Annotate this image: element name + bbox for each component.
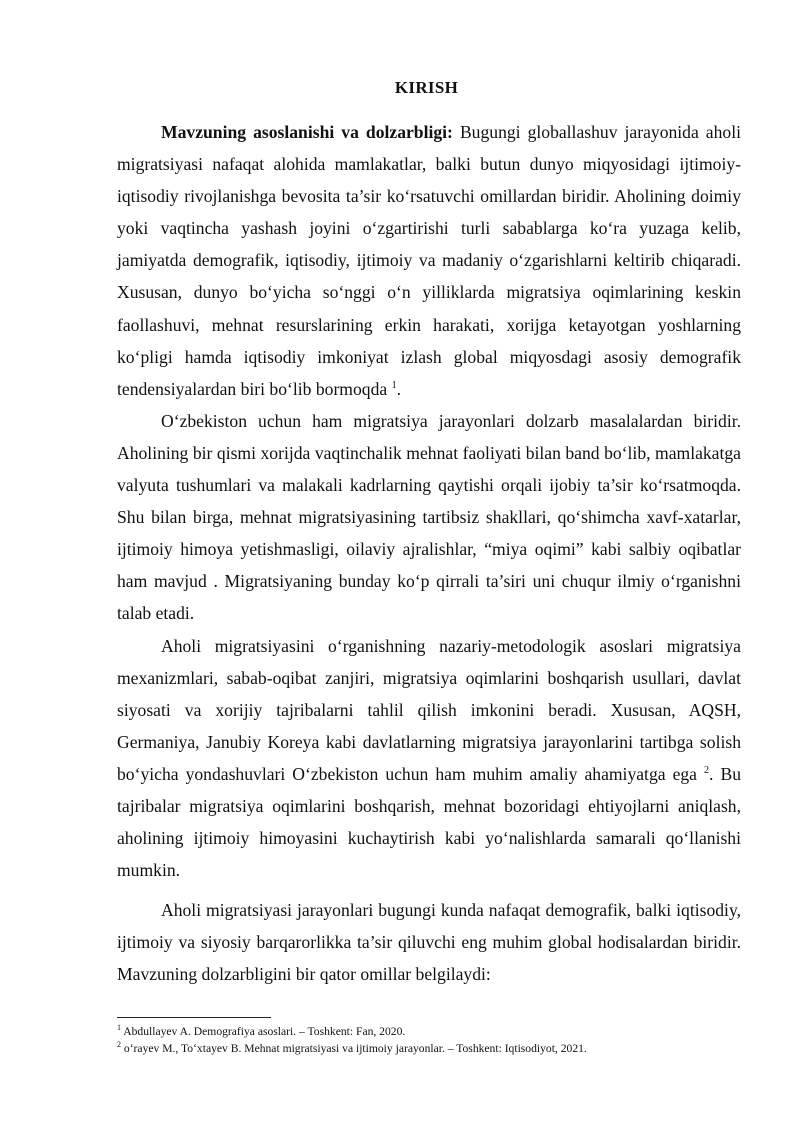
footnote-ref-1[interactable]: 1 bbox=[391, 379, 397, 391]
paragraph-3-end: . Bu tajribalar migratsiya oqimlarini boshqarish, mehnat bozoridagi ehtiyojlarni aniqlash, aholining ijtimoiy himoyasini kuchaytirish kabi yo‘nalishlarda samarali qo‘llanishi mumkin. bbox=[117, 763, 741, 881]
footnotes bbox=[117, 1023, 757, 1057]
paragraph-2: O‘zbekiston uchun ham migratsiya jarayonlari dolzarb masalalardan biridir. Aholining bir qismi xorijda vaqtinchalik mehnat faoliyati bilan band bo‘lib, mamlakatga valyuta tushumlari va malakali kadrlarning qaytishi orqali ijobiy ta’sir ko‘rsatmoqda. Shu bilan birga, mehnat migratsiyasining tartibsiz shakllari, qo‘shimcha xavf-xatarlar, ijtimoiy himoya yetishmasligi, oilaviy ajralishlar, “miya oqimi” kabi salbiy oqibatlar ham mavjud . Migratsiyaning bunday ko‘p qirrali ta’siri uni chuqur ilmiy o‘rganishni talab etadi. bbox=[117, 410, 741, 624]
paragraph-3 bbox=[117, 630, 741, 887]
footnote-2 bbox=[117, 1040, 757, 1057]
footnote-separator bbox=[117, 1017, 271, 1018]
paragraph-1-lead: Mavzuning asoslanishi va dolzarbligi: bbox=[161, 122, 453, 142]
paragraph-1-text: Bugungi globallashuv jarayonida aholi migratsiyasi nafaqat alohida mamlakatlar, balki butun dunyo miqyosidagi ijtimoiy-iqtisodiy rivojlanishga bevosita ta’sir ko‘rsatuvchi omillardan biridir. Aholining doimiy yoki vaqtincha yashash joyini o‘zgartirishi turli sabablarga ko‘ra yuzaga kelib, jamiyatda demografik, iqtisodiy, ijtimoiy va madaniy o‘zgarishlarni keltirib chiqaradi. Xususan, dunyo bo‘yicha so‘nggi o‘n yilliklarda migratsiya oqimlarining keskin faollashuvi, mehnat resurslarining erkin harakati, xorijga ketayotgan yoshlarning ko‘pligi hamda iqtisodiy imkoniyat izlash global miqyosdagi asosiy demografik tendensiyalardan biri bo‘lib bormoqda bbox=[117, 122, 741, 399]
paragraph-1-end: . bbox=[396, 378, 401, 399]
footnote-number: 1 bbox=[117, 1023, 121, 1033]
page-heading: KIRISH bbox=[394, 78, 459, 97]
footnote-ref-2[interactable]: 2 bbox=[704, 765, 710, 777]
footnote-1 bbox=[117, 1023, 757, 1040]
paragraph-1 bbox=[117, 116, 741, 405]
paragraph-4: Aholi migratsiyasi jarayonlari bugungi kunda nafaqat demografik, balki iqtisodiy, ijtimoiy va siyosiy barqarorlikka ta’sir qiluvchi eng muhim global hodisalardan biridir. Mavzuning dolzarbligini bir qator omillar belgilaydi: bbox=[117, 900, 741, 985]
footnote-text: Abdullayev A. Demografiya asoslari. – Toshkent: Fan, 2020. bbox=[121, 1025, 406, 1038]
footnote-text: o‘rayev M., To‘xtayev B. Mehnat migratsiyasi va ijtimoiy jarayonlar. – Toshkent: Iqtisodiyot, 2021. bbox=[121, 1042, 587, 1055]
paragraph-3-text: Aholi migratsiyasini o‘rganishning nazariy-metodologik asoslari migratsiya mexanizmlari, sabab-oqibat zanjiri, migratsiya oqimlarini boshqarish usullari, davlat siyosati va xorijiy tajribalarni tahlil qilish imkonini beradi. Xususan, AQSH, Germaniya, Janubiy Koreya kabi davlatlarning migratsiya jarayonlarini tartibga solish bo‘yicha yondashuvlari O‘zbekiston uchun ham muhim amaliy ahamiyatga ega bbox=[117, 635, 741, 784]
body-text bbox=[117, 116, 741, 991]
footnote-number: 2 bbox=[117, 1040, 121, 1050]
